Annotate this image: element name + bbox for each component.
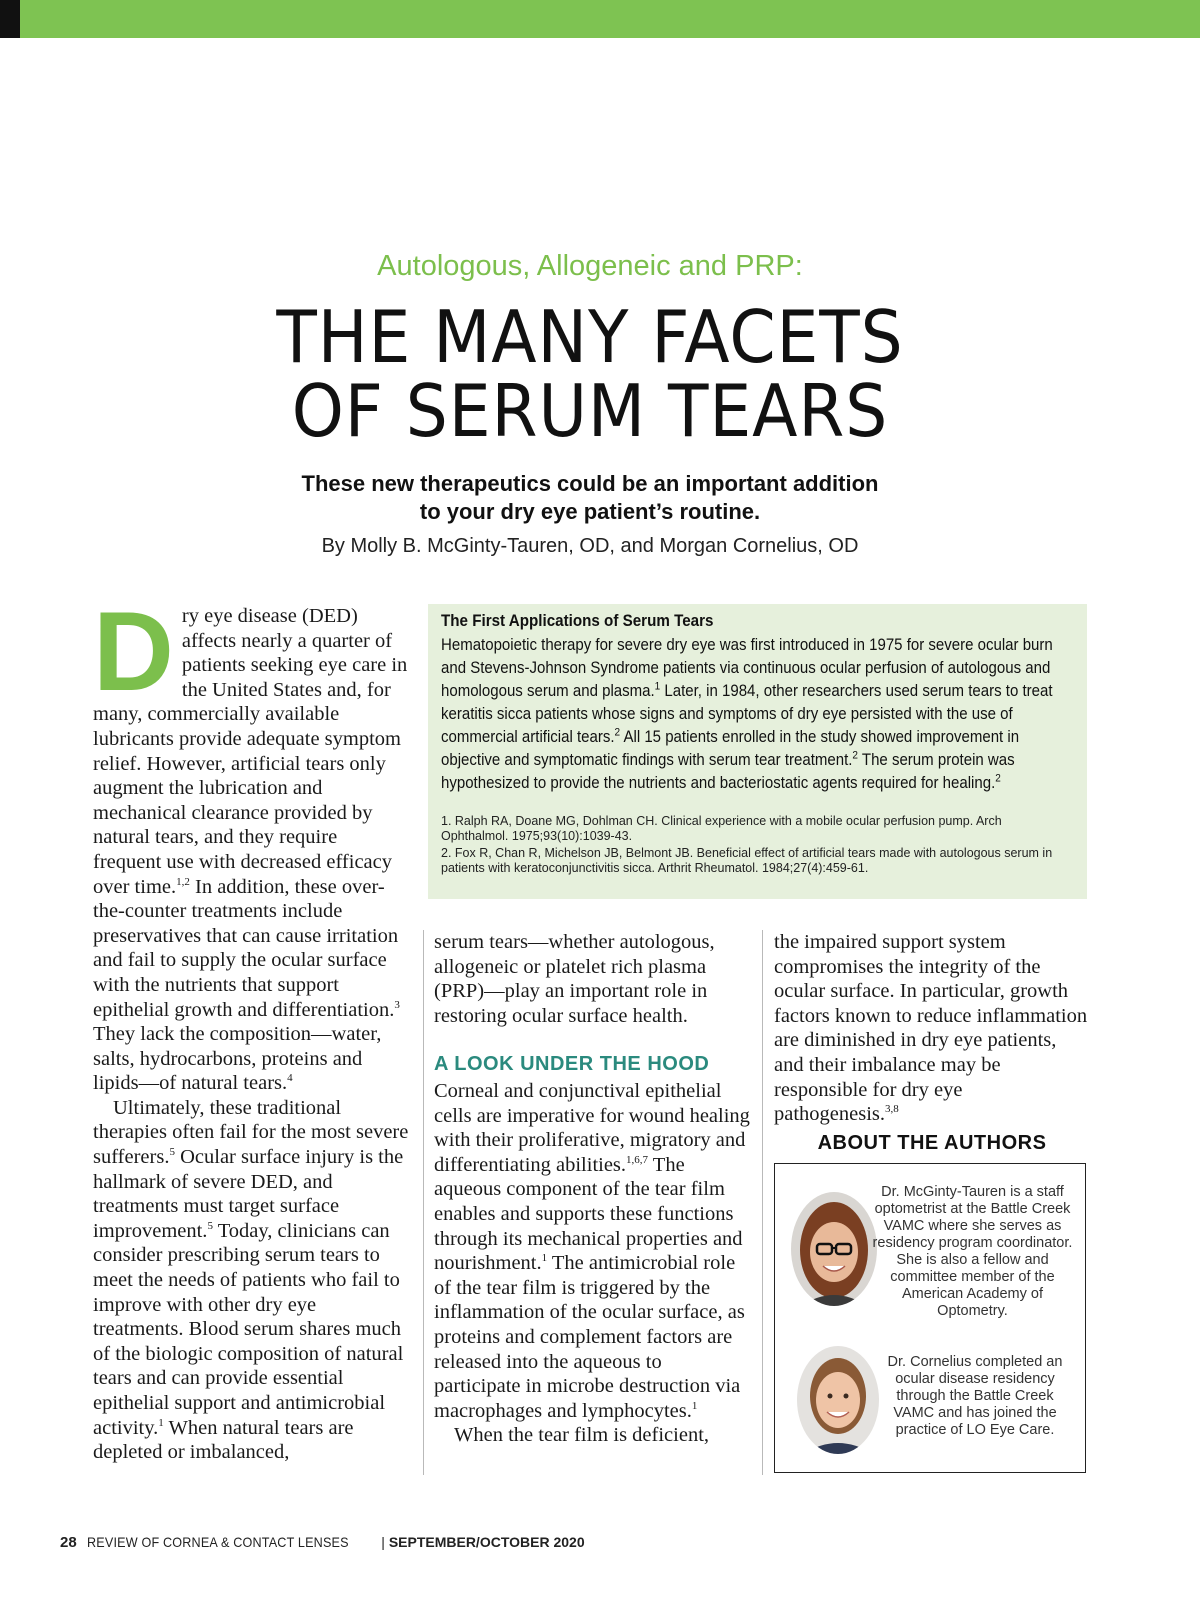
deck-line-1: These new therapeutics could be an important addition [301, 471, 879, 496]
body-column-2 [434, 930, 750, 1448]
citation: 2 [852, 749, 859, 762]
citation: 3,8 [885, 1103, 899, 1116]
citation: 4 [287, 1072, 293, 1085]
citation: 1 [654, 680, 661, 693]
paragraph-6: the impaired support system compromises the integrity of the ocular surface. In particular, growth factors known to reduce inflammation are diminished in dry eye patients, and their imbalance may be responsible for dry eye pathogenesis.$^{3,8}$ [774, 931, 1088, 1126]
deck-line-2: to your dry eye patient’s routine. [419, 499, 761, 524]
paragraph-2: Ultimately, these traditional therapies often fail for the most severe sufferers.$^5$ Ocular surface injury is the hallmark of severe DED, and treatments must target surface improvement.$^5$ Today, clinicians can consider prescribing serum tears to meet the needs of patients who fail to improve with other dry eye treatments. Blood serum shares much of the biologic composition of natural tears and can provide essential epithelial support and antimicrobial activity.$^1$ When natural tears are depleted or imbalanced, [93, 1096, 409, 1464]
body-column-3 [774, 930, 1090, 1127]
issue-date: SEPTEMBER/OCTOBER 2020 [388, 1534, 585, 1550]
citation: 5 [207, 1220, 213, 1233]
citation: 2 [995, 772, 1001, 785]
body-column-1 [93, 589, 409, 1465]
about-authors-box [774, 1163, 1086, 1473]
reference-2: 2. Fox R, Chan R, Michelson JB, Belmont JB. Beneficial effect of artificial tears made with autologous serum in patients with keratoconjunctivitis sicca. Arthrit Rheumatol. 1984;27(4):459-61. [441, 846, 1053, 875]
publication-name: REVIEW OF CORNEA & CONTACT LENSES [86, 1534, 349, 1550]
section-subhead: A LOOK UNDER THE HOOD [434, 1053, 710, 1076]
citation: 1 [691, 1399, 698, 1412]
page-number: 28 [60, 1534, 77, 1551]
article-kicker: Autologous, Allogeneic and PRP: [377, 250, 803, 282]
author-photo-cornelius [797, 1346, 879, 1454]
about-authors-heading: ABOUT THE AUTHORS [817, 1132, 1047, 1154]
page-footer [60, 1534, 585, 1551]
reference-1: 1. Ralph RA, Doane MG, Dohlman CH. Clinical experience with a mobile ocular perfusion pump. Arch Ophthalmol. 1975;93(10):1039-43. [441, 814, 1002, 843]
citation: 1 [158, 1416, 164, 1429]
paragraph-5: When the tear film is deficient, [454, 1424, 710, 1447]
column-rule-1 [423, 930, 424, 1475]
author-bio-cornelius: Dr. Cornelius completed an ocular disease residency through the Battle Creek VAMC and has joined the practice of LO Eye Care. [887, 1354, 1063, 1438]
footer-separator: | [381, 1534, 385, 1550]
title-line-2: OF SERUM TEARS [291, 369, 889, 453]
sidebar-references [441, 814, 1071, 878]
byline: By Molly B. McGinty-Tauren, OD, and Morgan Cornelius, OD [321, 535, 859, 557]
author-bio-mcginty-tauren: Dr. McGinty-Tauren is a staff optometrist at the Battle Creek VAMC where she serves as residency program coordinator. She is also a fellow and committee member of the American Academy of Optometry. [872, 1184, 1073, 1319]
paragraph-4: Corneal and conjunctival epithelial cells are imperative for wound healing with their proliferative, migratory and differentiating abilities.$^{1,6,7}$ The aqueous component of the tear film enables and supports these functions through its mechanical properties and nourishment.$^1$ The antimicrobial role of the tear film is triggered by the inflammation of the ocular surface, as proteins and complement factors are released into the aqueous to participate in microbe destruction via macrophages and lymphocytes.$^1$ [434, 1079, 750, 1422]
citation: 1 [541, 1252, 548, 1265]
title-line-1: THE MANY FACETS [276, 295, 904, 379]
top-bar-edge [0, 0, 20, 38]
column-rule-2 [762, 930, 763, 1475]
article-title [47, 295, 1133, 453]
citation: 1,6,7 [626, 1153, 649, 1166]
drop-cap: D [93, 589, 174, 714]
sidebar-box [428, 604, 1087, 899]
citation: 3 [394, 998, 400, 1011]
citation: 5 [169, 1146, 175, 1159]
citation: 2 [614, 726, 621, 739]
top-color-bar [0, 0, 1200, 38]
citation: 1,2 [176, 875, 190, 888]
paragraph-3: serum tears—whether autologous, allogeneic or platelet rich plasma (PRP)—play an important role in restoring ocular surface health. [434, 931, 715, 1027]
sidebar-title: The First Applications of Serum Tears [441, 612, 714, 630]
article-deck [0, 470, 1180, 526]
sidebar-body: Hematopoietic therapy for severe dry eye was first introduced in 1975 for severe ocular burn and Stevens-Johnson Syndrome patients via continuous ocular perfusion of autologous and homologous serum and plasma.$^1$ Later, in 1984, other researchers used serum tears to treat keratitis sicca patients whose signs and symptoms of dry eye persisted with the use of commercial artificial tears.$^2$ All 15 patients enrolled in the study showed improvement in objective and symptomatic findings with serum tear treatment.$^2$ The serum protein was hypothesized to provide the nutrients and bacteriostatic agents required for healing.$^2$ [441, 636, 1053, 792]
paragraph-1: Dry eye disease (DED) affects nearly a quarter of patients seeking eye care in the United States and, for many, commercially available lubricants provide adequate symptom relief. However, artificial tears only augment the lubrication and mechanical clearance provided by natural tears, and they require frequent use with decreased efficacy over time.$^{1,2}$ In addition, these over-the-counter treatments include preservatives that can cause irritation and fail to supply the ocular surface with the nutrients that support epithelial growth and differentiation.$^3$ They lack the composition—water, salts, hydrocarbons, proteins and lipids—of natural tears.$^4$ [93, 589, 408, 1095]
